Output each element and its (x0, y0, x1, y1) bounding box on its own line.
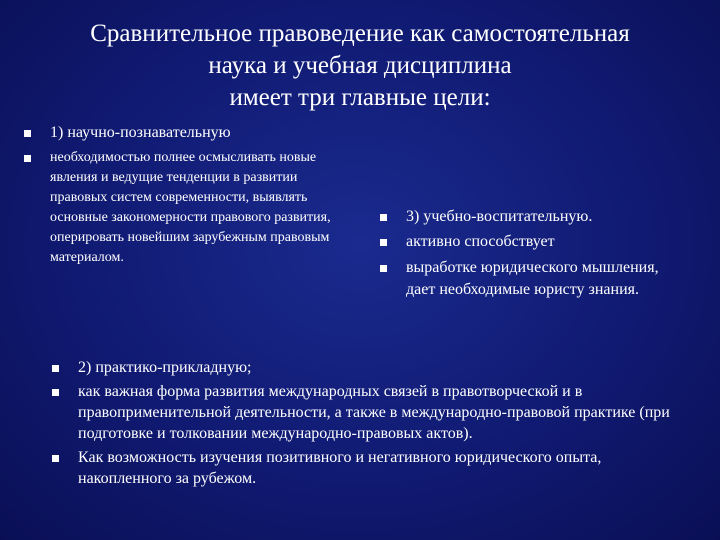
goal-1-text: необходимостью полнее осмысливать новые явления и ведущие тенденции в развитии правовых систем современности, выявлять основные закономерности правового развития, оперировать новейшим зарубежным правовым материалом. (50, 150, 331, 265)
goal-1-heading-item (24, 122, 354, 144)
slide-title (40, 18, 680, 114)
goal-3-list (380, 206, 670, 301)
square-bullet-icon (380, 265, 387, 272)
goal-2-item-1-text: как важная форма развития международных связей в правотворческой и в правоприменительной деятельности, а также в международно-правовой практике (при подготовке и толковании международно-правовых актов). (78, 383, 670, 442)
goal-3-line-2: активно способствует (406, 233, 555, 250)
title-line-1: Сравнительное правоведение как самостоятельная (90, 20, 630, 47)
goal-2-item-1 (52, 381, 692, 444)
goal-3-line-2-item (380, 231, 670, 253)
square-bullet-icon (52, 389, 59, 396)
square-bullet-icon (380, 239, 387, 246)
goal-2-list (52, 357, 692, 489)
square-bullet-icon (52, 365, 59, 372)
square-bullet-icon (24, 155, 31, 162)
goal-1-list (24, 122, 354, 268)
goal-3-heading-item (380, 206, 670, 228)
goal-2-heading: 2) практико-прикладную; (78, 359, 252, 376)
goal-1-heading: 1) научно-познавательную (50, 124, 231, 141)
square-bullet-icon (52, 455, 59, 462)
goal-2-item-2-text: Как возможность изучения позитивного и негативного юридического опыта, накопленного за рубежом. (78, 449, 602, 487)
title-line-2: наука и учебная дисциплина (208, 52, 512, 79)
goal-2-heading-item (52, 357, 692, 378)
goal-1-text-item (24, 148, 354, 268)
title-line-3: имеет три главные цели: (229, 84, 491, 111)
goal-3-line-3: выработке юридического мышления, дает необходимые юристу знания. (406, 259, 659, 298)
goal-3-line-3-item (380, 257, 670, 301)
square-bullet-icon (380, 214, 387, 221)
goal-3-heading: 3) учебно-воспитательную. (406, 208, 593, 225)
square-bullet-icon (24, 130, 31, 137)
goal-2-item-2 (52, 447, 692, 489)
